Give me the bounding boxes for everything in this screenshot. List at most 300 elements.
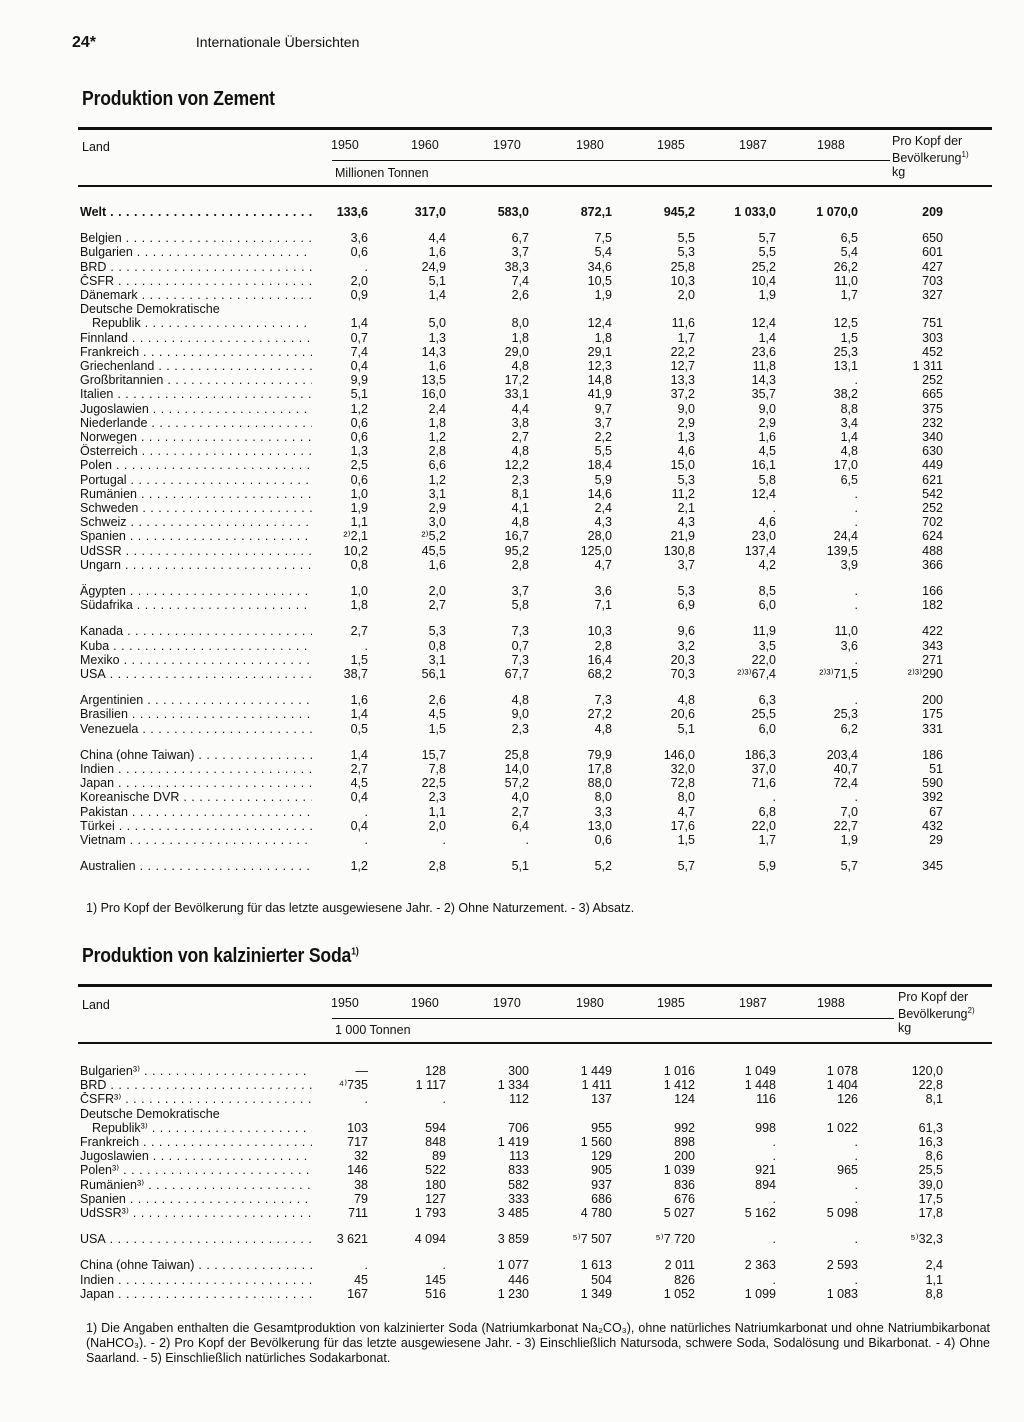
row-label: Portugal . . . xyxy=(80,473,312,487)
row-value: 13,5 xyxy=(421,373,446,388)
row-value: 51 xyxy=(929,762,943,776)
row-value: 166 xyxy=(922,584,943,598)
row-value: 665 xyxy=(922,387,943,402)
row-value: 2,7 xyxy=(511,804,529,819)
row-value: 703 xyxy=(922,273,943,288)
row-value: 5 162 xyxy=(744,1206,776,1220)
row-value: 5,4 xyxy=(840,245,858,260)
row-value: 3,9 xyxy=(840,557,858,572)
row-value: . xyxy=(854,652,858,667)
row-value: 22,8 xyxy=(918,1078,943,1093)
row-value: 3,6 xyxy=(594,584,612,598)
row-value: 7,5 xyxy=(594,231,612,246)
soda-per-capita-sup: 2) xyxy=(967,1006,975,1015)
row-value: 1,5 xyxy=(350,652,368,667)
row-value: 6,5 xyxy=(840,231,858,246)
table-row xyxy=(80,639,980,653)
row-value: 0,6 xyxy=(350,415,368,430)
row-value: 4,5 xyxy=(758,444,776,459)
row-value: 72,8 xyxy=(670,776,695,791)
row-value: 0,4 xyxy=(350,790,368,805)
row-label: Frankreich . . . xyxy=(80,1135,312,1149)
soda-title xyxy=(82,945,359,968)
row-value: 9,0 xyxy=(677,401,695,416)
row-value: . xyxy=(854,598,858,613)
row-value: 3,7 xyxy=(677,557,695,572)
row-value: 1,2 xyxy=(428,430,446,444)
row-value: 67,7 xyxy=(504,667,529,681)
row-value: 38,3 xyxy=(504,259,529,274)
row-value: ²⁾5,2 xyxy=(421,529,446,544)
row-value: 209 xyxy=(922,205,943,219)
row-value: 630 xyxy=(922,444,943,459)
row-label: Kuba . . . xyxy=(80,639,312,653)
row-label: Rumänien³⁾ . . . xyxy=(80,1178,312,1192)
row-label: Norwegen . . . xyxy=(80,430,312,444)
row-value: 5,3 xyxy=(677,472,695,487)
row-value: 10,3 xyxy=(670,273,695,288)
row-label: Japan . . . xyxy=(80,776,312,790)
row-value: 16,3 xyxy=(918,1135,943,1149)
row-value: 5,1 xyxy=(350,387,368,402)
table-row xyxy=(80,1273,980,1287)
row-value: 427 xyxy=(922,259,943,274)
row-value: 905 xyxy=(591,1163,612,1178)
row-value: 8,0 xyxy=(511,316,529,331)
row-value: 4,8 xyxy=(511,693,529,708)
table-row xyxy=(80,231,980,245)
row-value: 8,1 xyxy=(925,1092,943,1107)
row-value: 88,0 xyxy=(587,776,612,791)
row-value: 833 xyxy=(508,1163,529,1178)
row-value: 23,0 xyxy=(751,529,776,544)
soda-per-capita-line2: Bevölkerung xyxy=(898,1007,968,1022)
row-value: 2,2 xyxy=(594,430,612,444)
row-label: Ungarn . . . xyxy=(80,558,312,572)
row-value: 1,5 xyxy=(677,833,695,847)
row-value: 2,9 xyxy=(758,415,776,430)
cement-per-capita-sup: 1) xyxy=(961,150,969,159)
row-value: 2,8 xyxy=(428,859,446,874)
row-value: 3,8 xyxy=(511,415,529,430)
row-value: 601 xyxy=(922,245,943,260)
row-value: 4 094 xyxy=(414,1232,446,1247)
section-title: Internationale Übersichten xyxy=(195,34,360,50)
row-value: 39,0 xyxy=(918,1177,943,1192)
row-value: 35,7 xyxy=(751,387,776,402)
soda-per-capita-line1: Pro Kopf der xyxy=(898,990,969,1004)
table-row xyxy=(80,790,980,804)
row-value: 10,3 xyxy=(587,624,612,639)
row-value: 12,7 xyxy=(670,359,695,373)
row-value: 17,8 xyxy=(587,762,612,776)
soda-unit-rule xyxy=(332,1018,894,1019)
row-value: 175 xyxy=(922,707,943,722)
row-value: 676 xyxy=(674,1191,695,1206)
row-value: 29,1 xyxy=(587,344,612,359)
row-value: 3 621 xyxy=(336,1232,368,1247)
row-value: 711 xyxy=(348,1206,368,1220)
table-row xyxy=(80,1149,980,1163)
row-value: 5,4 xyxy=(594,245,612,260)
row-value: 1,6 xyxy=(758,430,776,444)
row-label: Österreich . . . xyxy=(80,444,312,458)
row-value: . xyxy=(854,1177,858,1192)
row-value: 4,3 xyxy=(594,515,612,530)
row-value: 826 xyxy=(674,1272,695,1287)
table-row xyxy=(80,776,980,790)
row-value: 14,8 xyxy=(587,373,612,388)
row-value: 5,0 xyxy=(428,316,446,331)
cement-col-land: Land xyxy=(82,140,110,154)
table-row xyxy=(80,345,980,359)
row-value: 22,0 xyxy=(751,652,776,667)
row-value: 18,4 xyxy=(587,458,612,473)
row-value: 11,9 xyxy=(752,624,776,639)
table-row xyxy=(80,584,980,598)
table-row xyxy=(80,653,980,667)
row-label: Welt . . . xyxy=(80,205,312,219)
row-label: Türkei . . . xyxy=(80,819,312,833)
row-value: 79 xyxy=(354,1191,368,1206)
row-value: 6,2 xyxy=(840,721,858,736)
row-value: 702 xyxy=(922,515,943,530)
row-label: ČSFR³⁾ . . . xyxy=(80,1092,312,1106)
row-value: 2 363 xyxy=(744,1258,776,1273)
row-value: ²⁾³⁾290 xyxy=(907,667,943,681)
row-value: 11,0 xyxy=(834,273,858,288)
row-value: 125,0 xyxy=(580,543,612,558)
row-value: 146 xyxy=(347,1163,368,1178)
table-row xyxy=(80,819,980,833)
row-value: . xyxy=(442,1258,446,1273)
table-row xyxy=(80,387,980,401)
row-value: 1,7 xyxy=(840,288,858,302)
row-value: 522 xyxy=(425,1163,446,1178)
table-row xyxy=(80,598,980,612)
row-value: 1 078 xyxy=(826,1064,858,1078)
row-value: 2,7 xyxy=(350,624,368,639)
table-row xyxy=(80,722,980,736)
table-row xyxy=(80,859,980,873)
row-value: 16,4 xyxy=(587,652,612,667)
row-value: 992 xyxy=(674,1120,695,1135)
row-value: 41,9 xyxy=(587,387,612,402)
row-value: 2,3 xyxy=(428,790,446,805)
table-row xyxy=(80,1135,980,1149)
row-value: 1,0 xyxy=(350,486,368,501)
row-value: 3,4 xyxy=(840,415,858,430)
row-value: 4,4 xyxy=(511,401,529,416)
row-value: 4,8 xyxy=(511,444,529,459)
row-value: 5,3 xyxy=(677,245,695,260)
row-value: 366 xyxy=(922,557,943,572)
table-row xyxy=(80,430,980,444)
soda-title-text: Produktion von kalzinierter Soda xyxy=(82,945,352,967)
row-value: 8,6 xyxy=(925,1149,943,1164)
row-label: Rumänien . . . xyxy=(80,487,312,501)
row-value: 4,3 xyxy=(677,515,695,530)
cement-col-per-capita xyxy=(892,134,969,179)
row-value: 2,7 xyxy=(511,430,529,444)
row-value: 37,2 xyxy=(670,387,695,402)
row-value: . xyxy=(772,1191,776,1206)
table-row xyxy=(80,444,980,458)
row-value: 203,4 xyxy=(826,747,858,762)
row-value: 937 xyxy=(591,1177,612,1192)
row-value: 6,6 xyxy=(428,458,446,473)
row-value: 2 593 xyxy=(826,1258,858,1273)
row-value: . xyxy=(772,1135,776,1149)
row-value: 5,5 xyxy=(594,444,612,459)
row-value: 7,4 xyxy=(511,273,529,288)
row-value: . xyxy=(854,1232,858,1247)
row-value: 79,9 xyxy=(587,747,612,762)
row-value: 5,5 xyxy=(677,231,695,246)
row-value: . xyxy=(854,373,858,388)
row-label: Dänemark . . . xyxy=(80,288,312,302)
row-value: 1 419 xyxy=(497,1135,529,1149)
row-value: 1 411 xyxy=(581,1078,612,1093)
row-label: Südafrika . . . xyxy=(80,598,312,612)
row-value: 5,5 xyxy=(758,245,776,260)
row-value: 95,2 xyxy=(504,543,529,558)
row-value: . xyxy=(772,790,776,805)
row-value: 751 xyxy=(922,316,943,331)
row-value: 340 xyxy=(922,430,943,444)
row-value: 1 070,0 xyxy=(816,205,858,219)
row-value: 4,8 xyxy=(594,721,612,736)
row-value: 67 xyxy=(929,804,943,819)
row-value: 71,6 xyxy=(751,776,776,791)
row-value: 898 xyxy=(674,1135,695,1149)
row-value: 8,5 xyxy=(758,584,776,598)
row-value: 3,6 xyxy=(840,638,858,653)
row-value: ⁵⁾7 720 xyxy=(655,1232,695,1247)
row-label: Niederlande . . . xyxy=(80,416,312,430)
row-value: 22,2 xyxy=(670,344,695,359)
row-value: 1,4 xyxy=(350,747,368,762)
row-value: 583,0 xyxy=(497,205,529,219)
row-value: 17,2 xyxy=(504,373,529,388)
row-value: 5,1 xyxy=(428,273,446,288)
row-label: USA . . . xyxy=(80,1232,312,1246)
row-value: 717 xyxy=(347,1135,368,1149)
row-value: 11,0 xyxy=(834,624,858,639)
row-value: 375 xyxy=(922,401,943,416)
row-value: 1,4 xyxy=(350,707,368,722)
row-label: USA . . . xyxy=(80,667,312,681)
row-label: Indien . . . xyxy=(80,762,312,776)
row-value: 1 449 xyxy=(580,1064,612,1078)
row-value: 4,8 xyxy=(511,515,529,530)
row-label: Koreanische DVR . . . xyxy=(80,790,312,804)
cement-footnote: 1) Pro Kopf der Bevölkerung für das letzte ausgewiesene Jahr. - 2) Ohne Naturzement. - 3) Absatz. xyxy=(86,901,635,915)
table-row xyxy=(80,707,980,721)
row-value: 45 xyxy=(354,1272,368,1287)
row-value: 25,8 xyxy=(504,747,529,762)
row-value: 2 011 xyxy=(664,1258,695,1273)
row-value: 120,0 xyxy=(911,1064,943,1078)
row-label: Japan . . . xyxy=(80,1287,312,1301)
table-row xyxy=(80,260,980,274)
row-value: 22,5 xyxy=(421,776,446,791)
soda-year-2: 1970 xyxy=(493,996,521,1010)
table-row xyxy=(80,501,980,515)
row-value: 333 xyxy=(508,1191,529,1206)
row-value: . xyxy=(854,1272,858,1287)
row-value: ⁵⁾32,3 xyxy=(910,1232,943,1247)
row-label: Australien . . . xyxy=(80,859,312,873)
table-row xyxy=(80,245,980,259)
row-value: 252 xyxy=(922,501,943,515)
row-value: 452 xyxy=(922,344,943,359)
row-value: 38,7 xyxy=(343,667,368,681)
row-value: 6,0 xyxy=(758,721,776,736)
cement-year-1: 1960 xyxy=(411,138,439,152)
row-value: 0,6 xyxy=(350,430,368,444)
row-value: 4,1 xyxy=(511,501,529,515)
row-value: — xyxy=(355,1064,368,1078)
row-label: Deutsche Demokratische xyxy=(80,1106,220,1121)
cement-year-2: 1970 xyxy=(493,138,521,152)
row-value: 3,1 xyxy=(428,486,446,501)
table-row xyxy=(80,1092,980,1106)
row-value: 2,4 xyxy=(925,1258,943,1273)
row-value: 10,2 xyxy=(343,543,368,558)
row-value: 3 485 xyxy=(497,1206,529,1220)
row-value: 6,9 xyxy=(677,598,695,613)
page-header xyxy=(72,34,359,52)
table-row xyxy=(80,748,980,762)
row-value: 16,1 xyxy=(751,458,776,473)
table-row xyxy=(80,762,980,776)
table-row xyxy=(80,693,980,707)
row-value: 32 xyxy=(354,1149,368,1164)
row-value: 9,6 xyxy=(677,624,695,639)
row-value: 650 xyxy=(922,231,943,246)
cement-top-rule xyxy=(78,127,992,130)
row-value: . xyxy=(364,1092,368,1107)
row-value: 5,1 xyxy=(677,721,695,736)
row-value: ⁵⁾7 507 xyxy=(572,1232,612,1247)
row-label: Bulgarien . . . xyxy=(80,245,312,259)
page-number: 24* xyxy=(72,34,97,51)
table-row xyxy=(80,1163,980,1177)
row-value: 894 xyxy=(755,1177,776,1192)
soda-year-5: 1987 xyxy=(739,996,767,1010)
row-value: 167 xyxy=(347,1286,368,1301)
row-value: 5,8 xyxy=(511,598,529,613)
soda-col-per-capita xyxy=(898,990,975,1035)
row-value: 124 xyxy=(674,1092,695,1107)
row-value: 5 098 xyxy=(826,1206,858,1220)
row-value: 1,9 xyxy=(594,288,612,302)
table-row xyxy=(80,359,980,373)
row-value: 28,0 xyxy=(587,529,612,544)
row-label: Jugoslawien . . . xyxy=(80,1149,312,1163)
row-value: 1,4 xyxy=(350,316,368,331)
table-row xyxy=(80,1287,980,1301)
row-label: Belgien . . . xyxy=(80,231,312,245)
row-value: 7,4 xyxy=(350,344,368,359)
row-value: 17,0 xyxy=(833,458,858,473)
row-value: . xyxy=(442,1092,446,1107)
row-value: 590 xyxy=(922,776,943,791)
soda-title-sup: 1) xyxy=(351,946,359,958)
cement-title: Produktion von Zement xyxy=(82,88,275,110)
row-value: 3,7 xyxy=(511,245,529,260)
row-value: 4 780 xyxy=(580,1206,612,1220)
row-value: 5,1 xyxy=(511,859,529,874)
soda-col-land: Land xyxy=(82,998,110,1012)
row-value: 20,3 xyxy=(670,652,695,667)
row-label: Pakistan . . . xyxy=(80,805,312,819)
row-value: 103 xyxy=(347,1120,368,1135)
row-value: 0,6 xyxy=(594,833,612,847)
row-value: 327 xyxy=(922,288,943,302)
row-value: 24,9 xyxy=(421,259,446,274)
row-value: 1 334 xyxy=(497,1078,529,1093)
row-value: . xyxy=(854,486,858,501)
row-value: 542 xyxy=(922,486,943,501)
row-value: 186,3 xyxy=(744,747,776,762)
row-value: 16,0 xyxy=(421,387,446,402)
row-value: ²⁾³⁾67,4 xyxy=(737,667,776,681)
row-value: 56,1 xyxy=(421,667,446,681)
row-value: 13,1 xyxy=(833,359,858,373)
row-value: 7,0 xyxy=(840,804,858,819)
soda-unit: 1 000 Tonnen xyxy=(335,1023,411,1037)
cement-unit-rule xyxy=(332,160,890,161)
row-value: 965 xyxy=(837,1163,858,1178)
row-value: 2,0 xyxy=(350,273,368,288)
row-value: 1 793 xyxy=(414,1206,446,1220)
row-value: 1 117 xyxy=(415,1078,446,1093)
soda-year-3: 1980 xyxy=(576,996,604,1010)
row-value: . xyxy=(442,833,446,847)
row-value: . xyxy=(364,833,368,847)
row-value: 26,2 xyxy=(833,259,858,274)
row-value: 7,1 xyxy=(594,598,612,613)
row-value: 6,7 xyxy=(511,231,529,246)
row-value: 45,5 xyxy=(421,543,446,558)
row-value: 2,6 xyxy=(428,693,446,708)
table-row xyxy=(80,473,980,487)
row-value: 4,7 xyxy=(594,557,612,572)
row-value: 13,0 xyxy=(587,818,612,833)
row-value: 1 049 xyxy=(744,1064,776,1078)
row-value: 0,7 xyxy=(511,638,529,653)
row-value: 146,0 xyxy=(663,747,695,762)
row-value: 955 xyxy=(591,1120,612,1135)
row-value: 25,3 xyxy=(833,707,858,722)
row-label: Mexiko . . . xyxy=(80,653,312,667)
table-row xyxy=(80,416,980,430)
table-row xyxy=(80,331,980,345)
row-value: 921 xyxy=(755,1163,776,1178)
soda-per-capita-unit: kg xyxy=(898,1021,912,1036)
row-value: 0,6 xyxy=(350,472,368,487)
row-value: 14,3 xyxy=(421,344,446,359)
soda-year-0: 1950 xyxy=(331,996,359,1010)
row-value: 300 xyxy=(508,1064,529,1078)
row-label: Jugoslawien . . . xyxy=(80,402,312,416)
row-value: 1,4 xyxy=(758,330,776,345)
row-value: 4,0 xyxy=(511,790,529,805)
row-value: 12,4 xyxy=(751,486,776,501)
row-value: 37,0 xyxy=(751,762,776,776)
